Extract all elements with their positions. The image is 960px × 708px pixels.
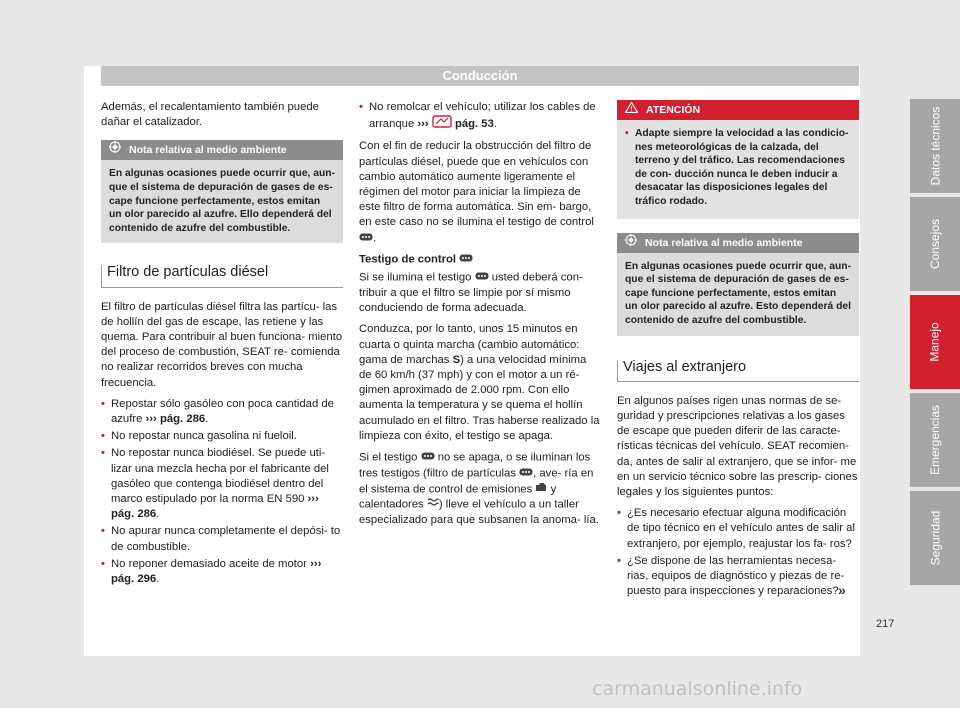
leaf-icon [625, 233, 637, 253]
leaf-icon [109, 140, 121, 160]
dpf-warning-icon [475, 270, 489, 285]
list-item: • Repostar sólo gasóleo con poca cantidad de azufre ››› pág. 286. [101, 397, 343, 427]
tab-emergencias[interactable]: Emergencias [910, 393, 960, 487]
tab-seguridad[interactable]: Seguridad [910, 491, 960, 585]
figure-ref-icon [432, 115, 452, 133]
dpf-warning-icon [421, 450, 435, 465]
environment-note [101, 140, 343, 243]
section-title-dpf: Filtro de partículas diésel [101, 255, 343, 287]
list-item: • No apurar nunca completamente el depósi- to de combustible. [101, 524, 343, 554]
dpf-warning-icon [519, 466, 533, 481]
list-item: • ¿Se dispone de las herramientas necesa- rias, equipos de diagnóstico y piezas de re- puesto para inspecciones y reparaciones? [617, 554, 859, 600]
warning-triangle-icon [625, 100, 638, 120]
dpf-paragraph: El filtro de partículas diésel filtra las partícu- las de hollín del gas de escape, las retiene y las quema. Para contribuir al buen funciona- miento del proceso de combustión, SEAT re- comienda no realizar recorridos breves con mucha frecuencia. [101, 300, 343, 389]
list-item: • No repostar nunca gasolina ni fueloil. [101, 429, 343, 444]
travel-paragraph: En algunos países rigen unas normas de se- guridad y prescripciones relativas a los gases de escape que pueden diferir de las caracte- rísticas técnicas del vehículo. SEAT recomien- da, antes de salir al extranjero, que se infor- me en un servicio técnico sobre las prescrip- ciones legales y los siguientes puntos: [617, 394, 858, 498]
page-header: Conducción [101, 66, 859, 86]
warning-title: ATENCIÓN [646, 104, 701, 116]
list-item: • No repostar nunca biodiésel. Se puede uti- lizar una mezcla hecha por el fabricante del gasóleo que contenga biodiésel dentro del marco estipulado por la norma EN 590 ››› pág. 286. [101, 446, 343, 522]
tab-datos-tecnicos[interactable]: Datos técnicos [910, 99, 960, 193]
dpf-bullet-list [101, 397, 343, 587]
section-title-travel: Viajes al extranjero [617, 350, 859, 382]
page-ref-link[interactable]: ››› pág. 296 [111, 557, 322, 586]
note-body: En algunas ocasiones puede ocurrir que, aun- que el sistema de depuración de gases de es- cape funcione perfectamente, estos emitan un olor parecido al azufre. Ello dependerá del contenido de azufre del combustible. [109, 168, 336, 234]
intro-paragraph: Además, el recalentamiento también puede dañar el catalizador. [101, 101, 319, 129]
page-number: 217 [876, 618, 895, 630]
tab-consejos[interactable]: Consejos [910, 197, 960, 291]
column-2 [359, 100, 601, 534]
paragraph: Con el fin de reducir la obstrucción del filtro de partículas diésel, puede que en vehículos con cambio automático aumente ligeramente el régimen del motor para iniciar la limpieza de este filtro de forma automática. Sin em- bargo, en este caso no se ilumina el testigo de control . [359, 140, 594, 245]
page-ref-link[interactable]: ››› pág. 286 [111, 493, 319, 521]
glow-plug-icon [427, 497, 439, 512]
column-3 [617, 100, 859, 601]
paragraph: Si se ilumina el testigo usted deberá con- tribuir a que el filtro se limpie por sí mismo conduciendo de forma adecuada. [359, 271, 583, 315]
list-item: • No remolcar el vehículo; utilizar los cables de arranque ››› pág. 53. [359, 100, 601, 133]
page-ref-link[interactable]: ››› pág. 286 [145, 413, 206, 425]
paragraph: Conduzca, por lo tanto, unos 15 minutos en cuarta o quinta marcha (cambio automático: gama de marchas S) a una velocidad mínima de 60 km/h (37 mph) y con el motor a un ré- gimen aproximado de 2.000 rpm. Con ello aumenta la temperatura y se quema el hollín acumulado en el filtro. Tras haberse realizado la limpieza con éxito, el testigo se apaga. [359, 323, 600, 442]
column-1 [101, 100, 343, 589]
page-ref-link-arrows[interactable]: ››› [417, 118, 429, 131]
note-body: En algunas ocasiones puede ocurrir que, aun- que el sistema de depuración de gases de es- cape funcione perfectamente, estos emitan un olor parecido al azufre. Esto dependerá del contenido de azufre del combustible. [625, 260, 852, 326]
paragraph: Si el testigo no se apaga, o se iluminan los tres testigos (filtro de partículas , ave- ría en el sistema de control de emisiones y calentadores ) lleve el vehículo a un taller especializado para que subsanen la anoma- lía. [359, 451, 599, 527]
tab-manejo[interactable]: Manejo [910, 295, 960, 389]
emission-control-icon [535, 482, 547, 497]
watermark-text: carmanualsonline.info [592, 678, 803, 700]
list-item: • No reponer demasiado aceite de motor ››› pág. 296. [101, 557, 343, 587]
note-title: Nota relativa al medio ambiente [645, 236, 803, 249]
subheading-warning-lamp: Testigo de control [359, 252, 601, 268]
dpf-warning-icon [359, 231, 373, 246]
note-title: Nota relativa al medio ambiente [129, 144, 287, 157]
dpf-warning-icon [459, 252, 473, 267]
list-item: • ¿Es necesario efectuar alguna modificación de tipo técnico en el vehículo antes de salir al extranjero, por ejemplo, reajustar los fa- ros? [617, 506, 859, 552]
warning-text: • Adapte siempre la velocidad a las condicio- nes meteorológicas de la calzada, del terreno y del tráfico. Las recomendaciones de con- ducción nunca le deben inducir a desacatar las disposiciones legales del tráfico rodado. [625, 127, 851, 209]
continued-marker: » [838, 582, 846, 598]
warning-box [617, 100, 859, 219]
page-ref-link[interactable]: pág. 53 [454, 118, 494, 131]
environment-note [617, 233, 859, 336]
